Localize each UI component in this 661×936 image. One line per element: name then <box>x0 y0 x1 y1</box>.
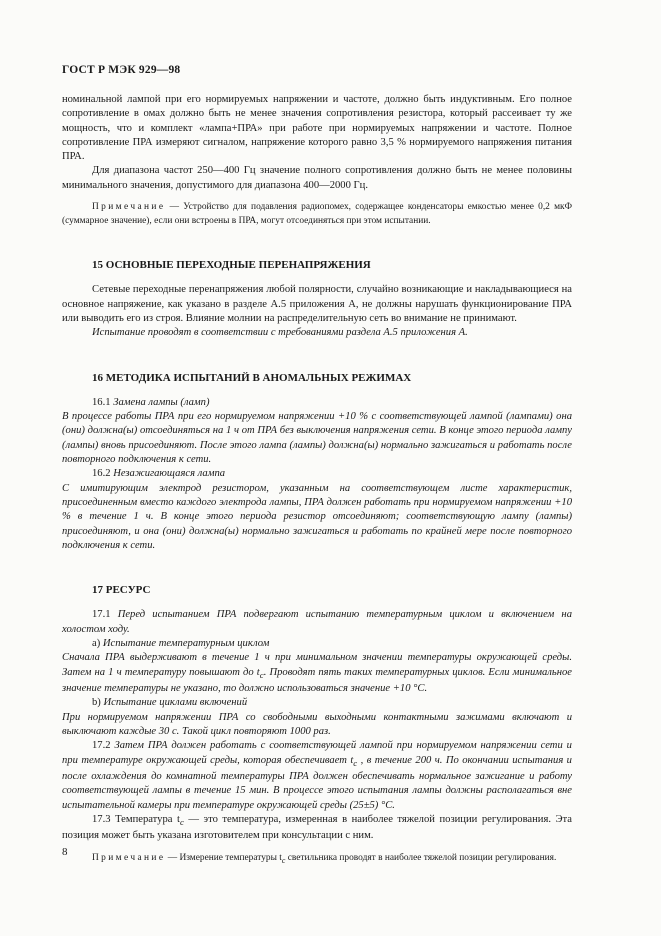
list-item-heading <box>62 637 572 651</box>
note-text: — Измерение температуры t <box>165 852 282 863</box>
clause-number: 17.3 <box>92 813 111 825</box>
subsection-heading <box>62 467 572 481</box>
clause-text: Перед испытанием ПРА подвергают испытанию температурным циклом и включением на холостом ходу. <box>62 609 572 635</box>
text-run: Затем ПРА должен работать с соответствующей лампой при нормируемом напряжении сети и при температуре окружающей среды, которая обеспечивает t <box>62 740 572 766</box>
subsection-heading <box>62 396 572 410</box>
paragraph: При нормируемом напряжении ПРА со свободными выходными контактными зажимами включают и выключают каждые 30 с. Такой цикл повторяют 1000 раз. <box>62 711 572 737</box>
paragraph <box>62 651 572 696</box>
list-label: b) <box>92 697 101 709</box>
paragraph <box>62 813 572 844</box>
clause-title: Замена лампы (ламп) <box>113 396 210 408</box>
list-title: Испытание температурным циклом <box>102 638 270 650</box>
note-label: Примечание <box>92 852 166 863</box>
paragraph <box>62 608 572 637</box>
section-heading: 17 РЕСУРС <box>92 584 151 597</box>
text-run: , в течение 200 ч. По окончании испытания и после охлаждения до комнатной температуры ПРА должен обеспечивать нормальное зажигание и работу соответствующей лампы в течение 15 мин. В процессе этого испытания лампы должны располагаться вне испытательной камеры при температуре окружающей среды (25±5) °С. <box>62 754 572 811</box>
list-label: a) <box>92 638 101 650</box>
page-number: 8 <box>62 846 68 858</box>
paragraph: С имитирующим электрод резистором, указанным на соответствующем листе характеристик, присоединенным вместо каждого электрода лампы, ПРА должен работать при нормируемом напряжении +10 % в течение 1 ч. В конце этого периода резистор отсоединяют; соответствующую лампу (лампы) присоединяют, и она (они) должна(ы) нормально зажигаться и работать по крайней мере после повторного подключения к сети. <box>62 482 572 551</box>
subscript: c <box>281 855 286 865</box>
clause-number: 16.1 <box>92 396 111 408</box>
subscript: c <box>353 757 358 768</box>
document-body <box>62 93 572 867</box>
clause-number: 17.1 <box>92 609 111 621</box>
text-run: — это температура, измеренная в наиболее тяжелой позиции регулирования. Эта позиция может быть указана изготовителем при консультации с ним. <box>62 813 572 842</box>
text-run: Температура t <box>115 813 180 825</box>
subscript: c <box>259 669 264 680</box>
list-item-heading <box>62 696 572 710</box>
paragraph: Испытание проводят в соответствии с требованиями раздела А.5 приложения А. <box>92 327 468 339</box>
subscript: c <box>179 816 184 827</box>
text-run: . Проводят пять таких температурных циклов. Если минимальное значение температуры не указано, то должно использоваться значение +10 °С. <box>62 666 573 695</box>
paragraph: Для диапазона частот 250—400 Гц значение полного сопротивления должно быть не менее половины минимального значения, допустимого для диапазона 400—2000 Гц. <box>62 165 572 191</box>
section-heading: 15 ОСНОВНЫЕ ПЕРЕХОДНЫЕ ПЕРЕНАПРЯЖЕНИЯ <box>92 259 371 272</box>
paragraph <box>62 739 572 813</box>
text-run: Сначала ПРА выдерживают в течение 1 ч при минимальном значении температуры окружающей среды. Затем на 1 ч температуру повышают до t <box>62 652 572 678</box>
clause-title: Незажигающаяся лампа <box>113 468 226 480</box>
note <box>62 852 572 867</box>
paragraph: В процессе работы ПРА при его нормируемом напряжении +10 % с соответствующей лампой (лампами) она (они) должна(ы) отсоединяться на 1 ч от ПРА без выключения напряжения сети. В конце этого периода лампу (лампы) вновь присоединяют. После этого лампа (лампы) должна(ы) нормально зажигаться и работать после повторного подключения к сети. <box>62 411 572 466</box>
paragraph: Сетевые переходные перенапряжения любой полярности, случайно возникающие и накладывающиеся на основное напряжение, как указано в разделе А.5 приложения А, не должны нарушать функционирование ПРА или выводить его из строя. Влияние молнии на распределительную сеть во внимание не принимают. <box>62 284 572 324</box>
document-header: ГОСТ Р МЭК 929—98 <box>62 64 181 76</box>
note-text: — Устройство для подавления радиопомех, содержащее конденсаторы емкостью менее 0,2 мкФ (суммарное значение), если они встроены в ПРА, могут отсоединяться при этом испытании. <box>62 202 572 226</box>
paragraph: номинальной лампой при его нормируемых напряжении и частоте, должно быть индуктивным. Его полное сопротивление в омах должно быть не менее значения сопротивления резистора, который рассеивает ту же мощность, что и комплект «лампа+ПРА» при работе при нормируемых напряжении и частоте. Полное сопротивление ПРА измеряют сигналом, напряжение которого равно 3,5 % нормируемого напряжения питания ПРА. <box>62 94 572 163</box>
note <box>62 201 572 228</box>
list-title: Испытание циклами включений <box>103 697 248 709</box>
note-label: Примечание <box>92 202 166 213</box>
clause-number: 17.2 <box>92 740 111 752</box>
note-text: светильника проводят в наиболее тяжелой позиции регулирования. <box>285 852 557 863</box>
section-heading: 16 МЕТОДИКА ИСПЫТАНИЙ В АНОМАЛЬНЫХ РЕЖИМАХ <box>92 371 412 384</box>
clause-text <box>62 740 572 810</box>
clause-number: 16.2 <box>92 468 111 480</box>
